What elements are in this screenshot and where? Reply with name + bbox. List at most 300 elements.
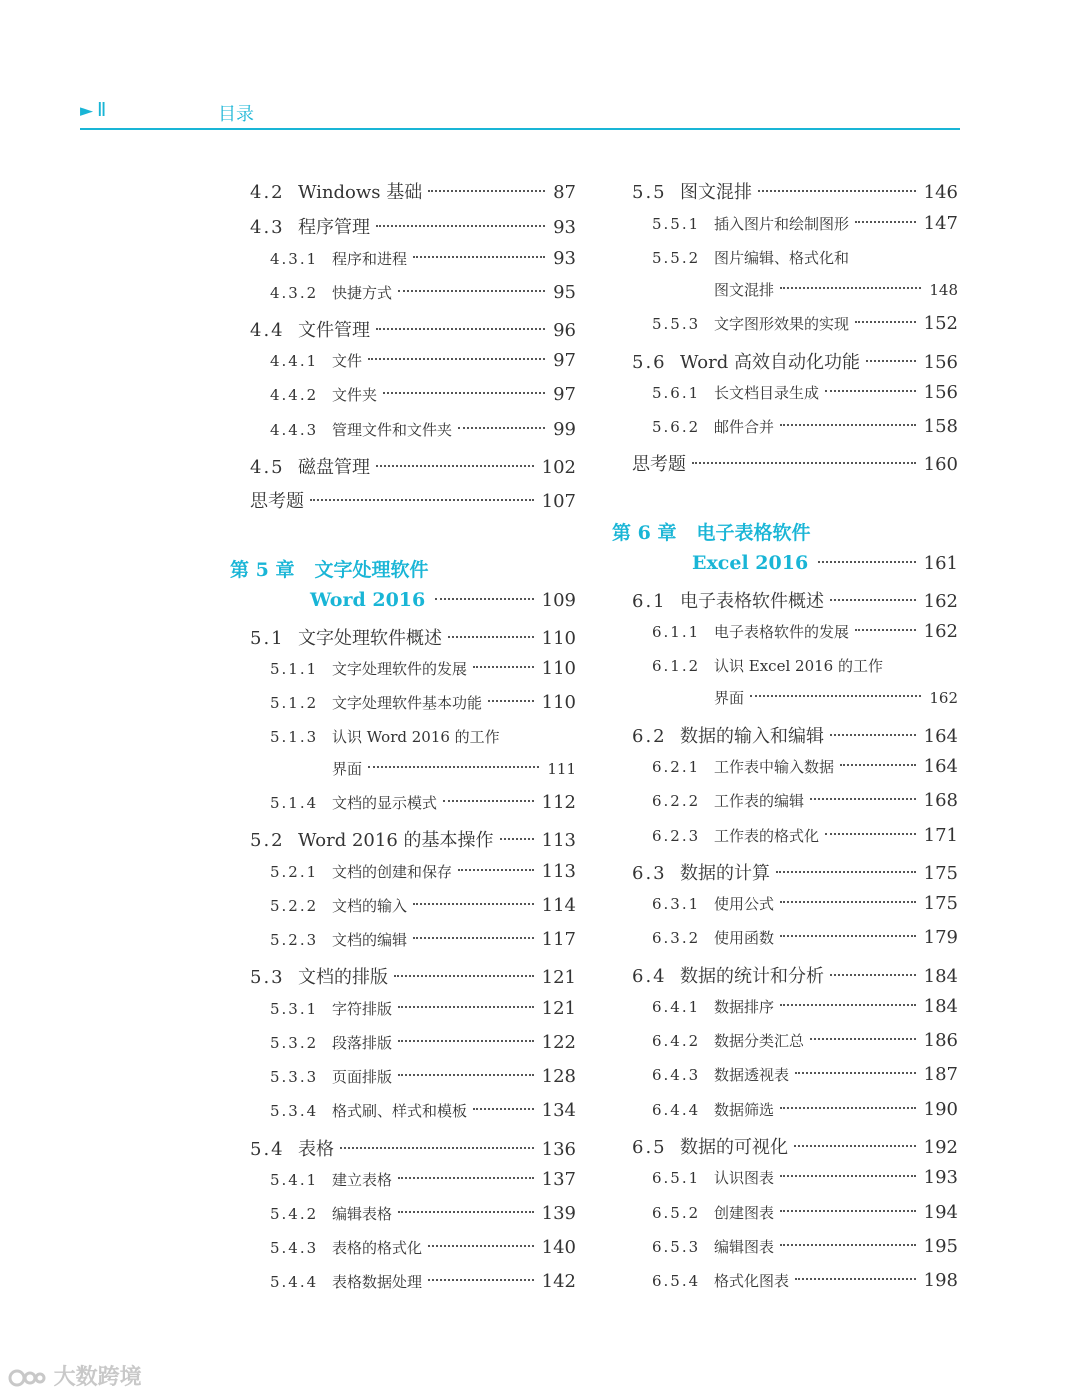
entry-title: 文字处理软件概述 — [298, 628, 442, 649]
entry-title: 创建图表 — [714, 1204, 775, 1222]
entry-title: 图片编辑、格式化和 — [714, 249, 850, 267]
toc-subsection-entry — [612, 825, 958, 853]
dot-leader — [458, 869, 534, 871]
entry-title: 编辑表格 — [332, 1205, 393, 1223]
entry-number: 5.2.3 — [270, 931, 319, 949]
toc-section-entry — [612, 722, 958, 750]
dot-leader — [780, 1107, 916, 1109]
toc-section-entry — [612, 962, 958, 990]
watermark — [8, 1360, 142, 1391]
entry-title: 磁盘管理 — [298, 457, 370, 478]
page-number: 146 — [923, 182, 958, 203]
dot-leader — [340, 1147, 534, 1149]
entry-title: 数据的可视化 — [680, 1137, 788, 1158]
toc-subsection-entry — [230, 384, 576, 412]
toc-subsection-entry — [612, 247, 958, 275]
dot-leader — [413, 903, 534, 905]
entry-title: 认识 Excel 2016 的工作 — [714, 657, 883, 675]
toc-section-entry — [230, 1135, 576, 1163]
entry-number: 5.2.1 — [270, 863, 319, 881]
entry-title: 数据排序 — [714, 998, 775, 1016]
dot-leader — [795, 1278, 916, 1280]
entry-number: 5.1.2 — [270, 694, 319, 712]
entry-number: 6.5.2 — [652, 1204, 701, 1222]
dot-leader — [840, 764, 916, 766]
dot-leader — [443, 800, 534, 802]
entry-title: 工作表的编辑 — [714, 792, 805, 810]
dot-leader — [780, 901, 916, 903]
entry-title: 邮件合并 — [714, 418, 775, 436]
dot-leader — [810, 1038, 916, 1040]
chapter-subtitle: Excel 2016 — [692, 552, 809, 574]
dot-leader — [310, 499, 534, 501]
toc-section-entry — [612, 348, 958, 376]
entry-number: 5.3.1 — [270, 1000, 319, 1018]
page-number: 175 — [923, 893, 958, 914]
toc-section-entry — [230, 213, 576, 241]
toc-subsection-entry — [230, 248, 576, 276]
toc-subsection-entry — [230, 658, 576, 686]
entry-number: 6.3.2 — [652, 929, 701, 947]
dot-leader — [776, 871, 916, 873]
entry-title: 插入图片和绘制图形 — [714, 215, 850, 233]
page-header — [80, 98, 960, 128]
dot-leader — [376, 328, 545, 330]
toc-subsection-entry — [230, 692, 576, 720]
page-number: 113 — [541, 861, 576, 882]
entry-number: 5.3.2 — [270, 1034, 319, 1052]
dot-leader — [435, 598, 533, 600]
dot-leader — [413, 256, 545, 258]
entry-title: 表格数据处理 — [332, 1273, 423, 1291]
dot-leader — [780, 424, 916, 426]
toc-subsection-entry — [612, 756, 958, 784]
entry-number: 4.5 — [250, 457, 285, 478]
entry-number: 4.4 — [250, 320, 285, 341]
page-number: 114 — [541, 895, 576, 916]
entry-title: 数据的统计和分析 — [680, 966, 824, 987]
toc-subsection-entry — [230, 726, 576, 754]
page-number: 139 — [541, 1203, 576, 1224]
dot-leader — [368, 766, 539, 768]
page-number: 175 — [923, 863, 958, 884]
page-number: 107 — [541, 491, 576, 512]
toc-subsection-entry — [612, 621, 958, 649]
entry-number: 5.4.3 — [270, 1239, 319, 1257]
entry-number: 6.2.3 — [652, 827, 701, 845]
dot-leader — [376, 465, 534, 467]
page-number: 87 — [553, 182, 576, 203]
dot-leader — [780, 1244, 916, 1246]
page-number: 164 — [923, 756, 958, 777]
entry-title: 文件 — [332, 352, 363, 370]
watermark-logo-icon — [8, 1367, 46, 1389]
toc-section-entry — [612, 178, 958, 206]
entry-number: 5.6.1 — [652, 384, 701, 402]
entry-title: 文档的输入 — [332, 897, 408, 915]
page-number: 156 — [923, 382, 958, 403]
toc-subsection-entry — [230, 1032, 576, 1060]
entry-title: 图文混排 — [714, 281, 775, 299]
dot-leader — [428, 1279, 534, 1281]
page-number: 171 — [923, 825, 958, 846]
dot-leader — [398, 1211, 534, 1213]
dot-leader — [473, 1108, 534, 1110]
toc-subsection-entry — [230, 1203, 576, 1231]
entry-number: 5.4 — [250, 1139, 285, 1160]
entry-title: 字符排版 — [332, 1000, 393, 1018]
page-number: 110 — [541, 658, 576, 679]
toc-subsection-entry — [612, 1202, 958, 1230]
entry-title: 认识图表 — [714, 1169, 775, 1187]
page-number: 186 — [923, 1030, 958, 1051]
toc-subsection-entry — [230, 895, 576, 923]
chapter-heading — [612, 518, 958, 546]
toc-subsection-entry — [230, 282, 576, 310]
dot-leader — [376, 225, 545, 227]
entry-title: 使用函数 — [714, 929, 775, 947]
entry-number: 6.1.1 — [652, 623, 701, 641]
page-number: 121 — [541, 998, 576, 1019]
entry-title: 数据筛选 — [714, 1101, 775, 1119]
toc-section-entry — [230, 624, 576, 652]
entry-title: 思考题 — [632, 454, 686, 475]
dot-leader — [830, 974, 916, 976]
entry-number: 5.6.2 — [652, 418, 701, 436]
entry-title: 管理文件和文件夹 — [332, 421, 453, 439]
chapter-heading-continued — [230, 589, 576, 617]
entry-title: 文档的创建和保存 — [332, 863, 453, 881]
dot-leader — [780, 1210, 916, 1212]
page-number: 168 — [923, 790, 958, 811]
entry-number: 5.4.2 — [270, 1205, 319, 1223]
entry-title: 电子表格软件概述 — [680, 591, 824, 612]
dot-leader — [758, 190, 916, 192]
page-number: 110 — [541, 628, 576, 649]
toc-subsection-entry — [612, 1167, 958, 1195]
entry-title: 格式刷、样式和模板 — [332, 1102, 468, 1120]
toc-section-entry — [230, 453, 576, 481]
page-number: 134 — [541, 1100, 576, 1121]
entry-title: 文件管理 — [298, 320, 370, 341]
chapter-number: 第 5 章 — [230, 559, 295, 581]
page-number: 117 — [541, 929, 576, 950]
dot-leader — [398, 1177, 534, 1179]
toc-subsection-entry — [612, 927, 958, 955]
entry-title: 格式化图表 — [714, 1272, 790, 1290]
entry-number: 5.1.3 — [270, 728, 319, 746]
toc-subsection-entry — [612, 893, 958, 921]
chapter-heading — [230, 555, 576, 583]
entry-title: 文档的编辑 — [332, 931, 408, 949]
entry-number: 4.3.1 — [270, 250, 319, 268]
entry-title: 页面排版 — [332, 1068, 393, 1086]
entry-number: 6.1 — [632, 591, 667, 612]
dot-leader — [473, 666, 534, 668]
page-number: 93 — [553, 217, 576, 238]
entry-title: Word 高效自动化功能 — [680, 352, 860, 373]
page-number: 184 — [923, 996, 958, 1017]
entry-number: 6.5.4 — [652, 1272, 701, 1290]
toc-subsection-entry — [612, 1099, 958, 1127]
page-number: 121 — [541, 967, 576, 988]
entry-number: 5.5.3 — [652, 315, 701, 333]
entry-number: 6.3.1 — [652, 895, 701, 913]
toc-subsection-entry — [230, 929, 576, 957]
entry-number: 6.4.3 — [652, 1066, 701, 1084]
page-number: 162 — [923, 591, 958, 612]
toc-section-entry — [612, 859, 958, 887]
page-number: 190 — [923, 1099, 958, 1120]
page-number: 97 — [553, 384, 576, 405]
page-number: 164 — [923, 726, 958, 747]
toc-subsection-entry — [230, 792, 576, 820]
dot-leader — [825, 390, 916, 392]
entry-number: 5.4.4 — [270, 1273, 319, 1291]
entry-number: 6.2.1 — [652, 758, 701, 776]
entry-title: 思考题 — [250, 491, 304, 512]
entry-number: 4.3 — [250, 217, 285, 238]
toc-subsection-entry — [230, 1237, 576, 1265]
entry-number: 5.1.1 — [270, 660, 319, 678]
toc-section-entry — [230, 963, 576, 991]
entry-title: 表格的格式化 — [332, 1239, 423, 1257]
entry-title: 快捷方式 — [332, 284, 393, 302]
page-number: 162 — [923, 621, 958, 642]
page-number: 192 — [923, 1137, 958, 1158]
chapter-title: 文字处理软件 — [314, 559, 429, 581]
entry-title: 文档的排版 — [298, 967, 388, 988]
toc-subsection-entry — [612, 996, 958, 1024]
toc-subsection-entry — [230, 1100, 576, 1128]
entry-title: 长文档目录生成 — [714, 384, 820, 402]
dot-leader — [383, 392, 545, 394]
toc-subsection-entry — [612, 1236, 958, 1264]
entry-number: 4.4.2 — [270, 386, 319, 404]
entry-number: 4.3.2 — [270, 284, 319, 302]
entry-number: 5.3.4 — [270, 1102, 319, 1120]
page-number: 148 — [929, 281, 958, 299]
entry-title: 文字图形效果的实现 — [714, 315, 850, 333]
page-number: 156 — [923, 352, 958, 373]
page-number: 195 — [923, 1236, 958, 1257]
dot-leader — [866, 360, 916, 362]
entry-title: 数据分类汇总 — [714, 1032, 805, 1050]
page-number: 113 — [541, 830, 576, 851]
entry-title: 工作表中输入数据 — [714, 758, 835, 776]
entry-title: 认识 Word 2016 的工作 — [332, 728, 500, 746]
entry-number: 5.2 — [250, 830, 285, 851]
dot-leader — [413, 937, 534, 939]
page-number: 184 — [923, 966, 958, 987]
page-number: 136 — [541, 1139, 576, 1160]
page-number: 99 — [553, 419, 576, 440]
dot-leader — [825, 833, 916, 835]
toc-entry — [612, 450, 958, 478]
page-number: 111 — [547, 760, 576, 778]
entry-number: 5.3.3 — [270, 1068, 319, 1086]
toc-subsection-entry — [612, 790, 958, 818]
entry-title: 使用公式 — [714, 895, 775, 913]
toc-subsection-entry — [612, 279, 958, 307]
entry-title: 数据透视表 — [714, 1066, 790, 1084]
entry-number: 6.2.2 — [652, 792, 701, 810]
toc-section-entry — [230, 178, 576, 206]
toc-subsection-entry — [612, 1270, 958, 1298]
dot-leader — [750, 695, 921, 697]
toc-section-entry — [230, 826, 576, 854]
dot-leader — [398, 1074, 534, 1076]
entry-number: 6.1.2 — [652, 657, 701, 675]
entry-number: 4.4.1 — [270, 352, 319, 370]
entry-title: 电子表格软件的发展 — [714, 623, 850, 641]
entry-title: 界面 — [332, 760, 363, 778]
entry-number: 6.4.2 — [652, 1032, 701, 1050]
chapter-title: 电子表格软件 — [696, 522, 811, 544]
entry-number: 6.3 — [632, 863, 667, 884]
dot-leader — [428, 1245, 534, 1247]
dot-leader — [855, 629, 916, 631]
page-number: 93 — [553, 248, 576, 269]
entry-number: 6.5.1 — [652, 1169, 701, 1187]
entry-number: 6.5.3 — [652, 1238, 701, 1256]
toc-subsection-entry — [230, 419, 576, 447]
dot-leader — [780, 287, 921, 289]
entry-number: 5.2.2 — [270, 897, 319, 915]
dot-leader — [428, 190, 545, 192]
page-number-roman: Ⅱ — [97, 100, 107, 121]
toc-subsection-entry — [230, 758, 576, 786]
page-number: 140 — [541, 1237, 576, 1258]
dot-leader — [500, 838, 534, 840]
entry-title: 界面 — [714, 689, 745, 707]
dot-leader — [855, 321, 916, 323]
entry-title: 文字处理软件基本功能 — [332, 694, 483, 712]
dot-leader — [448, 636, 534, 638]
entry-number: 5.4.1 — [270, 1171, 319, 1189]
dot-leader — [398, 290, 545, 292]
entry-title: Windows 基础 — [298, 182, 423, 203]
dot-leader — [810, 798, 916, 800]
page-number: 128 — [541, 1066, 576, 1087]
entry-title: 建立表格 — [332, 1171, 393, 1189]
dot-leader — [398, 1006, 534, 1008]
page-number: 152 — [923, 313, 958, 334]
toc-subsection-entry — [230, 861, 576, 889]
page-number: 96 — [553, 320, 576, 341]
entry-title: Word 2016 的基本操作 — [298, 830, 494, 851]
toc-subsection-entry — [612, 213, 958, 241]
watermark-text: 大数跨境 — [53, 1365, 142, 1390]
entry-title: 表格 — [298, 1139, 334, 1160]
page-number: 194 — [923, 1202, 958, 1223]
entry-title: 数据的输入和编辑 — [680, 726, 824, 747]
entry-number: 6.2 — [632, 726, 667, 747]
toc-subsection-entry — [230, 1271, 576, 1299]
page-number: 160 — [923, 454, 958, 475]
dot-leader — [795, 1072, 916, 1074]
entry-number: 4.2 — [250, 182, 285, 203]
toc-subsection-entry — [612, 313, 958, 341]
dot-leader — [780, 1175, 916, 1177]
entry-number: 6.5 — [632, 1137, 667, 1158]
dot-leader — [818, 561, 915, 563]
header-rule — [80, 128, 960, 130]
dot-leader — [780, 1004, 916, 1006]
page-number: 162 — [929, 689, 958, 707]
entry-title: 编辑图表 — [714, 1238, 775, 1256]
dot-leader — [368, 358, 545, 360]
toc-subsection-entry — [230, 1066, 576, 1094]
entry-number: 5.3 — [250, 967, 285, 988]
entry-title: 文档的显示模式 — [332, 794, 438, 812]
chapter-subtitle: Word 2016 — [310, 589, 426, 611]
entry-number: 6.4.4 — [652, 1101, 701, 1119]
entry-number: 5.5.2 — [652, 249, 701, 267]
page-number: 187 — [923, 1064, 958, 1085]
toc-subsection-entry — [612, 1064, 958, 1092]
entry-number: 5.1.4 — [270, 794, 319, 812]
toc-section-entry — [612, 587, 958, 615]
toc-entry — [230, 487, 576, 515]
dot-leader — [398, 1040, 534, 1042]
page-number: 109 — [541, 590, 576, 611]
toc-subsection-entry — [230, 350, 576, 378]
toc-subsection-entry — [612, 687, 958, 715]
dot-leader — [692, 462, 916, 464]
dot-leader — [830, 599, 916, 601]
entry-number: 4.4.3 — [270, 421, 319, 439]
dot-leader — [488, 700, 534, 702]
toc-subsection-entry — [230, 1169, 576, 1197]
entry-title: 文字处理软件的发展 — [332, 660, 468, 678]
entry-number: 6.4 — [632, 966, 667, 987]
page-number: 102 — [541, 457, 576, 478]
chapter-number: 第 6 章 — [612, 522, 677, 544]
dot-leader — [830, 734, 916, 736]
chapter-heading-continued — [612, 552, 958, 580]
entry-title: 程序管理 — [298, 217, 370, 238]
entry-number: 6.4.1 — [652, 998, 701, 1016]
toc-subsection-entry — [612, 382, 958, 410]
dot-leader — [394, 975, 534, 977]
dot-leader — [780, 935, 916, 937]
page-number: 142 — [541, 1271, 576, 1292]
page-number: 122 — [541, 1032, 576, 1053]
page-number: 147 — [923, 213, 958, 234]
toc-subsection-entry — [612, 655, 958, 683]
page-number: 110 — [541, 692, 576, 713]
page-number: 179 — [923, 927, 958, 948]
dot-leader — [794, 1145, 916, 1147]
page-number: 112 — [541, 792, 576, 813]
page-number: 193 — [923, 1167, 958, 1188]
header-title: 目录 — [218, 104, 254, 125]
page-number: 198 — [923, 1270, 958, 1291]
entry-title: 数据的计算 — [680, 863, 770, 884]
entry-number: 5.5 — [632, 182, 667, 203]
entry-number: 5.1 — [250, 628, 285, 649]
page-number: 137 — [541, 1169, 576, 1190]
entry-number: 5.6 — [632, 352, 667, 373]
entry-title: 图文混排 — [680, 182, 752, 203]
entry-number: 5.5.1 — [652, 215, 701, 233]
toc-section-entry — [612, 1133, 958, 1161]
entry-title: 工作表的格式化 — [714, 827, 820, 845]
toc-section-entry — [230, 316, 576, 344]
page-number: 158 — [923, 416, 958, 437]
entry-title: 段落排版 — [332, 1034, 393, 1052]
